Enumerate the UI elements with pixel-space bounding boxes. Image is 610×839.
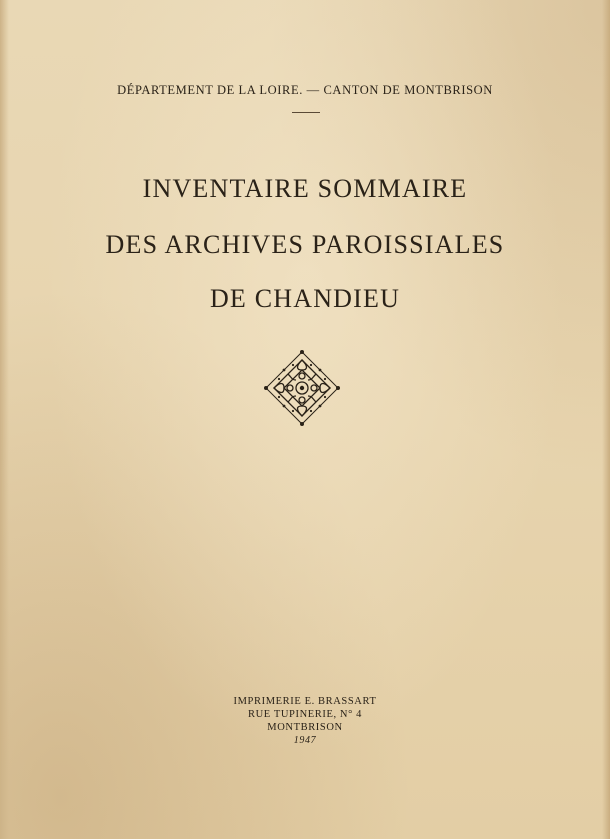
publication-year: 1947 [293,735,317,746]
department-header: DÉPARTEMENT DE LA LOIRE. — CANTON DE MONTBRISON [117,83,493,97]
printer-address: RUE TUPINERIE, N° 4 [248,709,362,720]
title-line-1: INVENTAIRE SOMMAIRE [142,174,468,203]
title-line-2: DES ARCHIVES PAROISSIALES [105,230,505,259]
title-line-3: DE CHANDIEU [209,284,401,313]
printer-name: IMPRIMERIE E. BRASSART [233,696,377,707]
fleuron-diamond-icon [262,348,342,428]
printer-city: MONTBRISON [267,722,343,733]
header-divider [292,112,320,113]
